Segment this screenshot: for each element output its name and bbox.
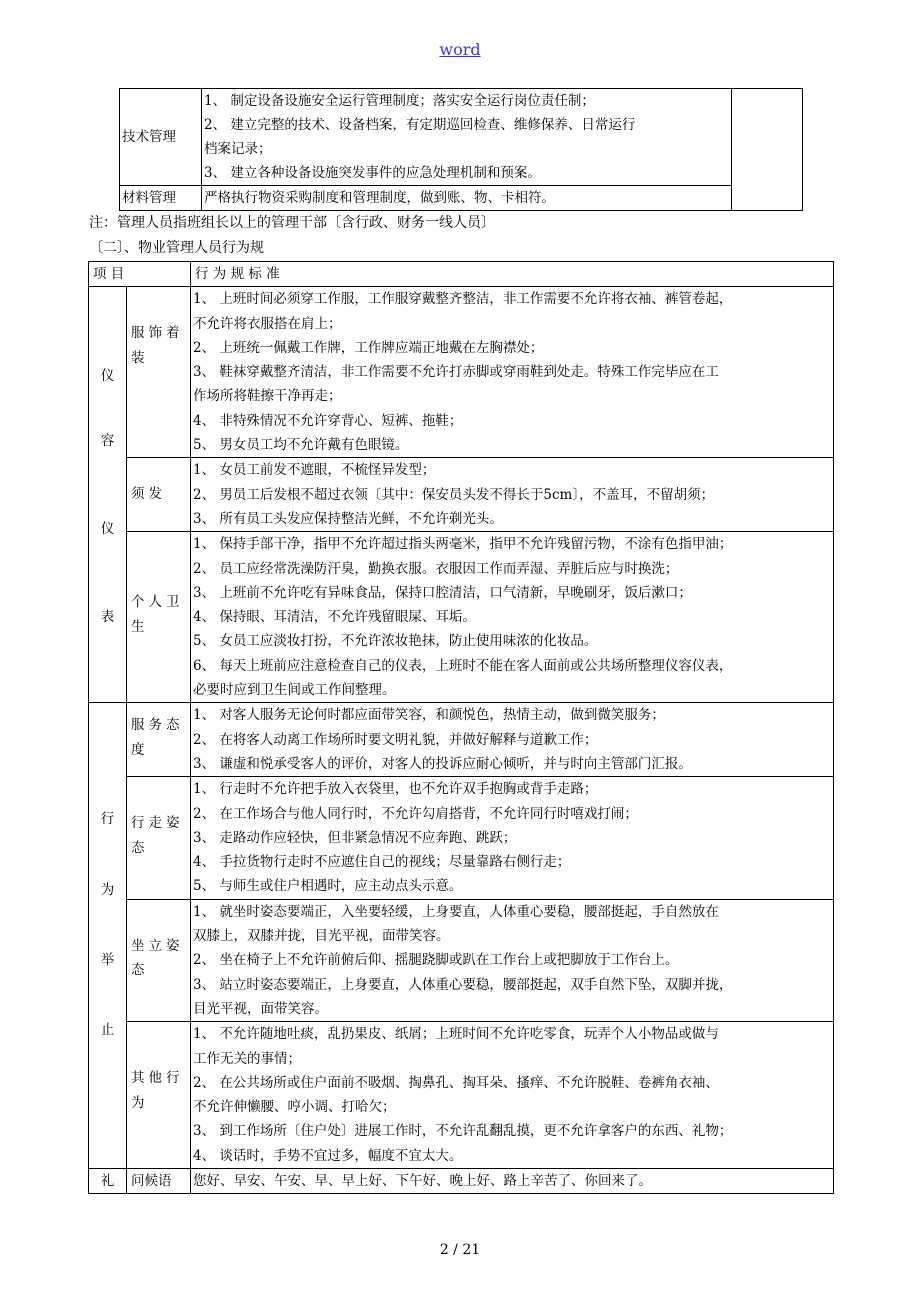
standard-line: 2、 坐在椅子上不允许前俯后仰、摇腿跷脚或趴在工作台上或把脚放于工作台上。 (193, 952, 679, 969)
sub-item-hair: 须发 (127, 458, 191, 532)
standard-line: 5、 女员工应淡妆打扮，不允许浓妆艳抹，防止使用味浓的化妆品。 (193, 633, 598, 650)
category-char: 仪 (100, 368, 115, 385)
standard-line: 4、 谈话时，手势不宜过多，幅度不宜太大。 (193, 1147, 463, 1164)
category-char: 为 (100, 881, 115, 898)
standard-line: 4、 手拉货物行走时不应遮住自己的视线；尽量靠路右侧行走； (193, 854, 571, 871)
standard-line: 工作无关的事情； (193, 1050, 302, 1067)
standard-attire (191, 287, 834, 458)
standard-line: 3、 上班前不允许吃有异味食品，保持口腔清洁，口气清新，早晚刷牙，饭后漱口； (193, 584, 692, 601)
standard-line: 1、 不允许随地吐痰，乱扔果皮、纸屑；上班时间不允许吃零食，玩弄个人小物品或做与 (193, 1026, 719, 1043)
standard-line: 您好、早安、午安、早、早上好、下午好、晚上好、路上辛苦了、你回来了。 (193, 1172, 653, 1189)
management-table (119, 88, 803, 211)
row-content-material (202, 186, 732, 211)
table-row (120, 186, 803, 211)
row-label-tech: 技术管理 (120, 89, 202, 186)
standard-line: 1、 就坐时姿态要端正，入坐要轻缓，上身要直，人体重心要稳，腰部挺起，手自然放在 (193, 903, 719, 920)
category-appearance (89, 287, 127, 703)
standard-line: 2、 男员工后发根不超过衣领〔其中：保安员头发不得长于5cm〕，不盖耳，不留胡须； (193, 486, 715, 503)
table-row (89, 532, 834, 703)
row-content-tech (202, 89, 732, 186)
note-text: 注：管理人员指班组长以上的管理干部〔含行政、财务一线人员〕 (89, 215, 495, 231)
table-row (89, 1168, 834, 1193)
standard-line: 5、 与师生或住户相遇时，应主动点头示意。 (193, 878, 463, 895)
header-word-link[interactable]: word (439, 40, 481, 59)
table-row (89, 899, 834, 1021)
table-row (120, 89, 803, 186)
standard-line: 2、 在工作场合与他人同行时，不允许勾肩搭背，不允许同行时嘻戏打闹； (193, 805, 638, 822)
standard-line: 2、 在公共场所或住户面前不吸烟、掏鼻孔、掏耳朵、搔痒、不允许脱鞋、卷裤角衣袖、 (193, 1074, 719, 1091)
table-row (89, 703, 834, 777)
standard-line: 1、 上班时间必须穿工作服，工作服穿戴整齐整洁，非工作需要不允许将衣袖、裤管卷起， (193, 291, 733, 308)
table-row (89, 287, 834, 458)
content-line: 档案记录； (204, 141, 272, 157)
standard-other (191, 1022, 834, 1169)
conduct-table (88, 261, 834, 1194)
header-item: 项 目 (89, 262, 191, 287)
standard-line: 4、 保持眼、耳清洁，不允许残留眼屎、耳垢。 (193, 609, 476, 626)
category-etiquette: 礼 (89, 1168, 127, 1193)
section-title: 〔二〕、物业管理人员行为规 (89, 240, 264, 256)
standard-line: 1、 女员工前发不遮眼，不梳怪异发型； (193, 462, 436, 479)
standard-line: 不允许将衣服搭在肩上； (193, 315, 342, 332)
category-char: 举 (100, 951, 115, 968)
standard-line: 必要时应到卫生间或工作间整理。 (193, 682, 396, 699)
standard-line: 3、 走路动作应轻快，但非紧急情况不应奔跑、跳跃； (193, 829, 517, 846)
standard-line: 5、 男女员工均不允许戴有色眼镜。 (193, 437, 409, 454)
standard-line: 3、 鞋袜穿戴整齐清洁，非工作需要不允许打赤脚或穿雨鞋到处走。特殊工作完毕应在工 (193, 364, 719, 381)
standard-walking (191, 777, 834, 899)
sub-item-greeting: 问候语 (127, 1168, 191, 1193)
empty-cell (732, 89, 803, 211)
sub-item-attire: 服饰着装 (127, 287, 191, 458)
standard-line: 6、 每天上班前应注意检查自己的仪表，上班时不能在客人面前或公共场所整理仪容仪表， (193, 657, 733, 674)
standard-line: 2、 员工应经常洗澡防汗臭，勤换衣服。衣服因工作而弄湿、弄脏后应与时换洗； (193, 560, 679, 577)
category-char: 止 (100, 1022, 115, 1039)
standard-line: 双膝上，双膝并拢，目光平视，面带笑容。 (193, 928, 450, 945)
table-header-row (89, 262, 834, 287)
sub-item-hygiene: 个人卫生 (127, 532, 191, 703)
standard-line: 3、 站立时姿态要端正，上身要直，人体重心要稳，腰部挺起，双手自然下坠，双脚并拢， (193, 976, 733, 993)
standard-posture (191, 899, 834, 1021)
sub-item-posture: 坐立姿态 (127, 899, 191, 1021)
category-behavior (89, 703, 127, 1169)
sub-item-service: 服务态度 (127, 703, 191, 777)
content-line: 3、 建立各种设备设施突发事件的应急处理机制和预案。 (204, 165, 541, 181)
standard-line: 2、 上班统一佩戴工作牌，工作牌应端正地戴在左胸襟处； (193, 339, 544, 356)
standard-line: 目光平视，面带笑容。 (193, 1000, 329, 1017)
standard-hygiene (191, 532, 834, 703)
category-char: 行 (100, 811, 115, 828)
content-line: 2、 建立完整的技术、设备档案，有定期巡回检查、维修保养、日常运行 (204, 117, 636, 133)
content-line: 1、 制定设备设施安全运行管理制度；落实安全运行岗位责任制； (204, 93, 595, 109)
table-row (89, 1022, 834, 1169)
table-row (89, 777, 834, 899)
sub-item-other: 其他行为 (127, 1022, 191, 1169)
standard-line: 3、 谦虚和悦承受客人的评价，对客人的投诉应耐心倾听，并与时向主管部门汇报。 (193, 755, 692, 772)
content-line: 严格执行物资采购制度和管理制度，做到账、物、卡相符。 (204, 190, 555, 206)
standard-greeting (191, 1168, 834, 1193)
standard-line: 作场所将鞋擦干净再走； (193, 388, 342, 405)
category-char: 仪 (100, 520, 115, 537)
category-char: 表 (100, 609, 115, 626)
sub-item-walking: 行走姿态 (127, 777, 191, 899)
table-row (89, 458, 834, 532)
standard-line: 3、 所有员工头发应保持整洁光鲜，不允许剃光头。 (193, 510, 503, 527)
category-char: 容 (100, 432, 115, 449)
standard-line: 1、 保持手部干净，指甲不允许超过指头两毫米，指甲不允许残留污物，不涂有色指甲油； (193, 536, 733, 553)
standard-service (191, 703, 834, 777)
standard-line: 4、 非特殊情况不允许穿背心、短裤、拖鞋； (193, 412, 463, 429)
standard-line: 1、 行走时不允许把手放入衣袋里，也不允许双手抱胸或背手走路； (193, 781, 598, 798)
standard-hair (191, 458, 834, 532)
row-label-material: 材料管理 (120, 186, 202, 211)
standard-line: 2、 在将客人动离工作场所时要文明礼貌，并做好解释与道歉工作； (193, 731, 598, 748)
standard-line: 1、 对客人服务无论何时都应面带笑容，和颜悦色，热情主动，做到微笑服务； (193, 707, 665, 724)
standard-line: 3、 到工作场所〔住户处〕进展工作时，不允许乱翻乱摸，更不允许拿客户的东西、礼物； (193, 1123, 733, 1140)
header-standard: 行 为 规 标 准 (191, 262, 834, 287)
standard-line: 不允许伸懒腰、哼小调、打哈欠； (193, 1099, 396, 1116)
page-number: 2 / 21 (439, 1242, 481, 1258)
